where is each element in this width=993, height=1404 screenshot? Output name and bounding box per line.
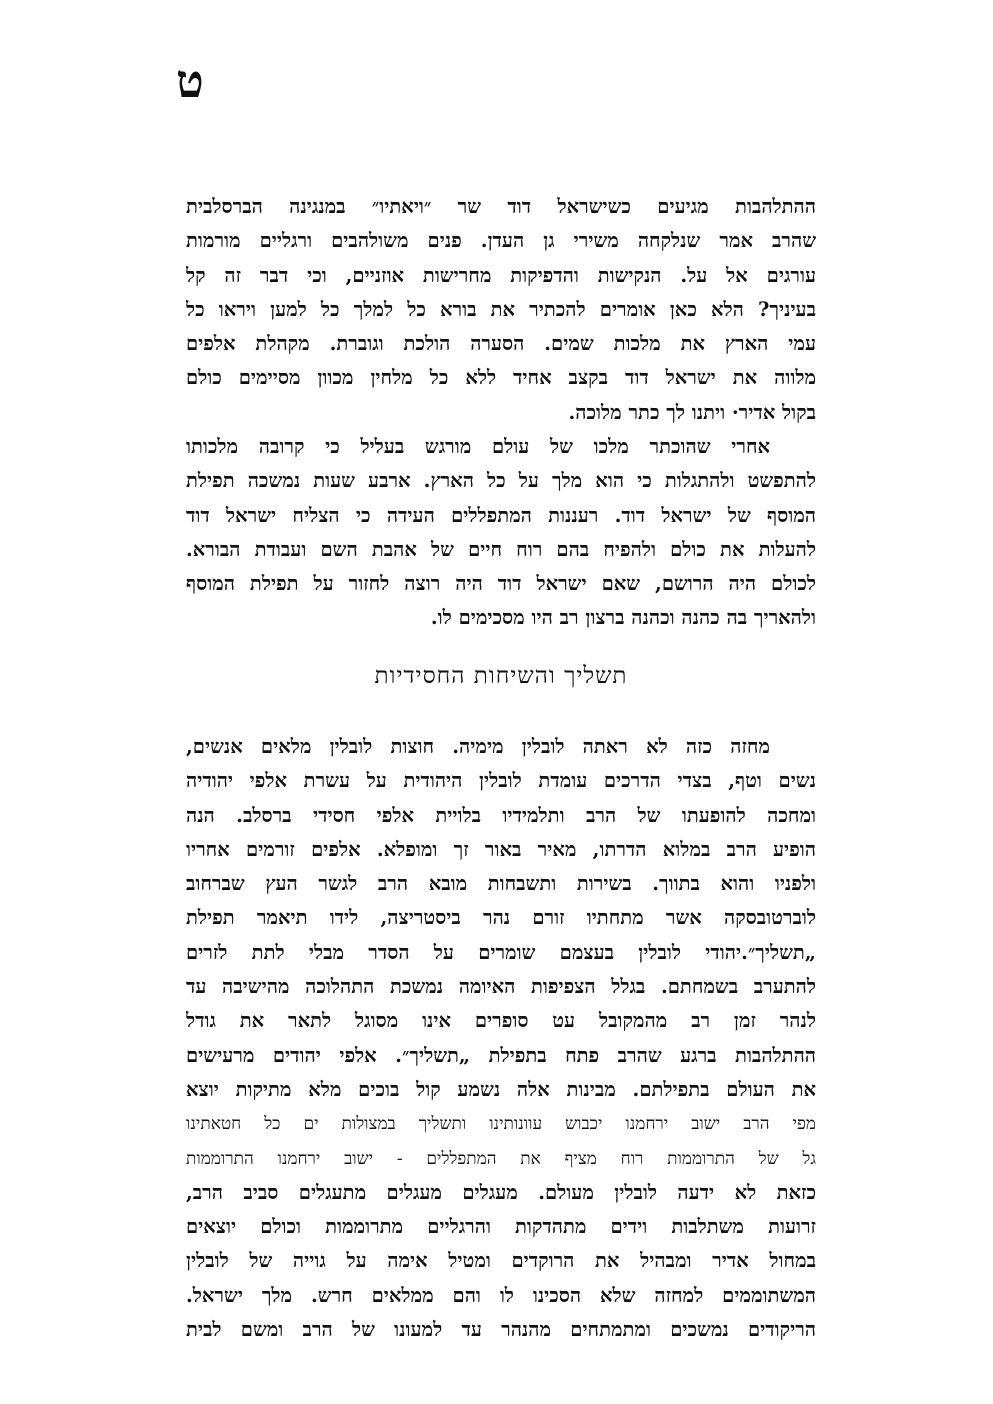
paragraph-2 — [186, 430, 816, 636]
page-number: ט — [176, 54, 204, 108]
text-line: המוסף של ישראל דוד. רעננות המתפללים העידה כי הצליח ישראל דוד — [186, 503, 816, 527]
section-heading: תשליך והשיחות החסידיות — [374, 663, 628, 689]
text-line: לנהר זמן רב מהמקובל עט סופרים אינו מסוגל לתאר את גודל — [186, 1009, 816, 1033]
paragraph-1 — [186, 190, 816, 430]
text-line: שהרב אמר שנלקחה משירי גן העדן. פנים משולהבים ורגליים מורמות — [186, 229, 816, 253]
text-line: כזאת לא ידעה לובלין מעולם. מעגלים מעגלים מתעגלים סביב הרב, — [186, 1180, 816, 1204]
paragraph-3 — [186, 730, 816, 1347]
text-line: את העולם בתפילתם. מבינות אלה נשמע קול בוכים מלא מתיקות יוצא — [186, 1077, 816, 1101]
text-line: ולהאריך בה כהנה וכהנה ברצון רב היו מסכימים לו. — [430, 606, 816, 630]
text-line: אחרי שהוכתר מלכו של עולם מורגש בעליל כי קרובה מלכותו — [186, 435, 770, 458]
text-line: גל של התרוממות רוח מציף את המתפללים - ישוב ירחמנו התרוממות — [186, 1148, 816, 1169]
text-line: ההתלהבות מגיעים כשישראל דוד שר ״ויאתיו״ במנגינה הברסלבית — [186, 195, 816, 218]
text-line: בקול אדיר· ויתנו לך כתר מלוכה. — [568, 400, 816, 424]
text-line: נשים וטף, בצדי הדרכים עומדת לובלין היהודית על עשרת אלפי יהודיה — [186, 769, 816, 793]
text-line: מלווה את ישראל דוד בקצב אחיד ללא כל מלחין מכוון מסיימים כולם — [186, 366, 816, 390]
text-line: עורגים אל על. הנקישות והדפיקות מחרישות אוזניים, וכי דבר זה קל — [186, 263, 816, 287]
text-line: עמי הארץ את מלכות שמים. הסערה הולכת וגוברת. מקהלת אלפים — [186, 332, 816, 356]
text-line: הופיע הרב במלוא הדרתו, מאיר באור זך ומופלא. אלפים זורמים אחריו — [186, 837, 816, 861]
text-line: לכולם היה הרושם, שאם ישראל דוד היה רוצה לחזור על תפילת המוסף — [186, 572, 816, 596]
text-line: לוברטובסקה אשר מתחתיו זורם נהר ביסטריצה, לידו תיאמר תפילת — [186, 906, 816, 930]
text-line: להתערב בשמחתם. בגלל הצפיפות האיומה נמשכת התהלוכה מהישיבה עד — [186, 975, 816, 999]
text-line: המשתוממים למחזה שלא הסכינו לו והם ממלאים חרש. מלך ישראל. — [186, 1283, 816, 1307]
text-line: מחזה כזה לא ראתה לובלין מימיה. חוצות לובלין מלאים אנשים, — [186, 735, 770, 758]
text-line: להתפשט ולהתגלות כי הוא מלך על כל הארץ. ארבע שעות נמשכה תפילת — [186, 469, 816, 493]
text-line: ההתלהבות ברגע שהרב פתח בתפילת „תשליך״. אלפי יהודים מרעישים — [186, 1043, 816, 1067]
text-line: הריקודים נמשכים ומתמתחים מהנהר עד למעונו של הרב ומשם לבית — [186, 1318, 816, 1342]
text-line: „תשליך״.יהודי לובלין בעצמם שומרים על הסדר מבלי לתת לזרים — [186, 940, 816, 964]
text-line: זרועות משתלבות וידים מתהדקות והרגליים מתרוממות וכולם יוצאים — [186, 1215, 816, 1239]
text-line: בעיניך? הלא כאן אומרים להכתיר את בורא כל למלך כל למען ויראו כל — [186, 297, 816, 321]
text-line: להעלות את כולם ולהפיח בהם רוח חיים של אהבת השם ועבודת הבורא. — [186, 537, 816, 561]
text-line: במחול אדיר ומבהיל את הרוקדים ומטיל אימה על גוייה של לובלין — [186, 1249, 816, 1273]
text-line: ומחכה להופעתו של הרב ותלמידיו בלויית אלפי חסידי ברסלב. הנה — [186, 803, 816, 827]
text-line: ולפניו והוא בתווך. בשירות ותשבחות מובא הרב לגשר העץ שברחוב — [186, 872, 816, 896]
text-line: מפי הרב ישוב ירחמנו יכבוש עוונותינו ותשליך במצולות ים כל חטאתינו — [186, 1114, 816, 1135]
